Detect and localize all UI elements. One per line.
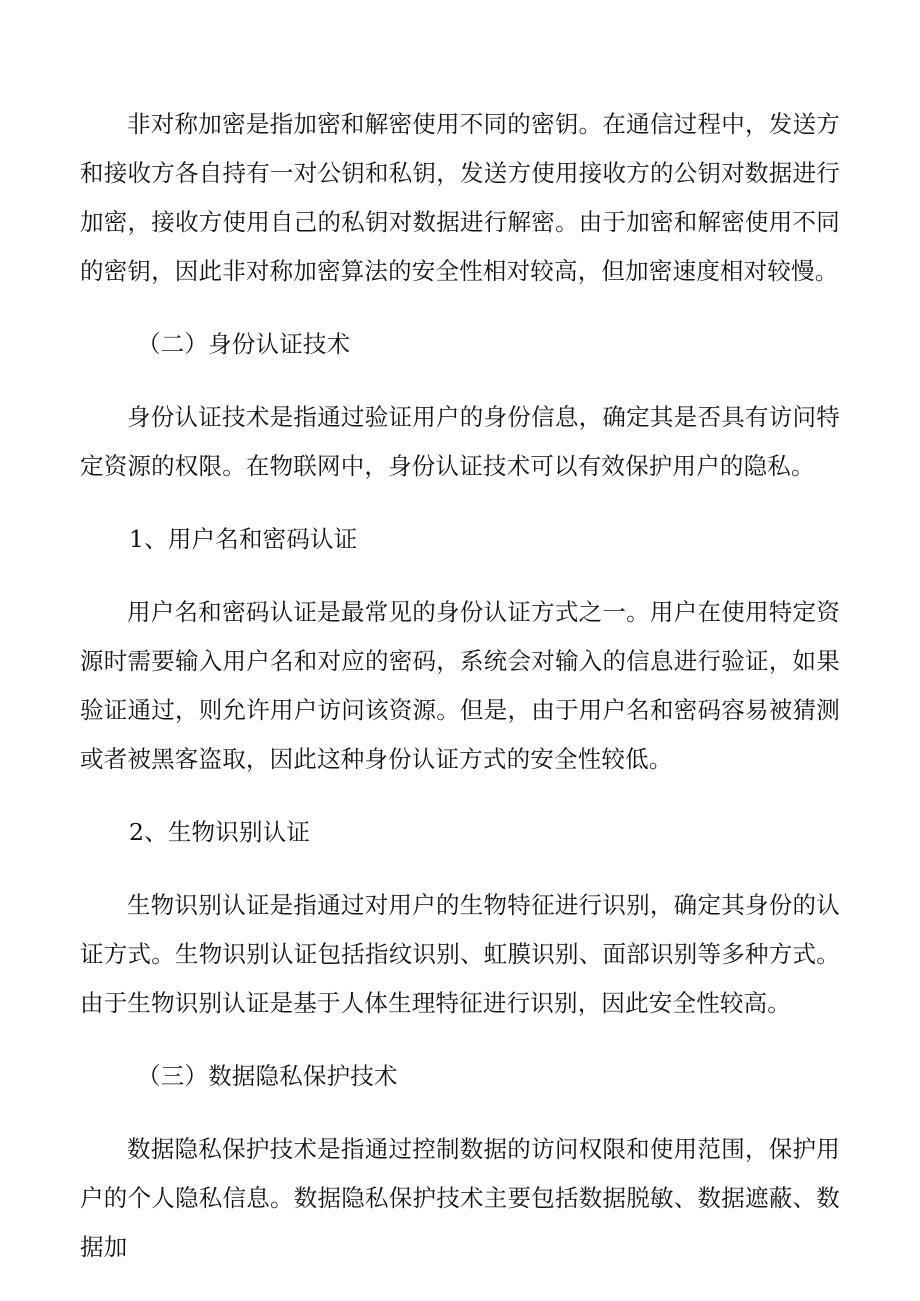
- subsection-heading-password-auth: 1、用户名和密码认证: [129, 525, 358, 553]
- paragraph-password-auth: 用户名和密码认证是最常见的身份认证方式之一。用户在使用特定资源时需要输入用户名和对应的密码，系统会对输入的信息进行验证，如果验证通过，则允许用户访问该资源。但是，由于用户名和密码容易被猜测或者被黑客盗取，因此这种身份认证方式的安全性较低。: [80, 598, 840, 773]
- subsection-heading-biometric-auth: 2、生物识别认证: [129, 818, 311, 846]
- paragraph-biometric-auth: 生物识别认证是指通过对用户的生物特征进行识别，确定其身份的认证方式。生物识别认证包括指纹识别、虹膜识别、面部识别等多种方式。由于生物识别认证是基于人体生理特征进行识别，因此安全性较高。: [80, 891, 840, 1017]
- paragraph-asymmetric-encryption: 非对称加密是指加密和解密使用不同的密钥。在通信过程中，发送方和接收方各自持有一对公钥和私钥，发送方使用接收方的公钥对数据进行加密，接收方使用自己的私钥对数据进行解密。由于加密和解密使用不同的密钥，因此非对称加密算法的安全性相对较高，但加密速度相对较慢。: [80, 110, 840, 285]
- document-body: [80, 100, 840, 1296]
- section-heading-data-privacy: （三）数据隐私保护技术: [137, 1062, 398, 1090]
- paragraph-data-privacy: 数据隐私保护技术是指通过控制数据的访问权限和使用范围，保护用户的个人隐私信息。数据隐私保护技术主要包括数据脱敏、数据遮蔽、数据加: [80, 1135, 840, 1261]
- section-heading-identity-auth: （二）身份认证技术: [137, 330, 351, 358]
- paragraph-identity-auth: 身份认证技术是指通过验证用户的身份信息，确定其是否具有访问特定资源的权限。在物联网中，身份认证技术可以有效保护用户的隐私。: [80, 403, 840, 480]
